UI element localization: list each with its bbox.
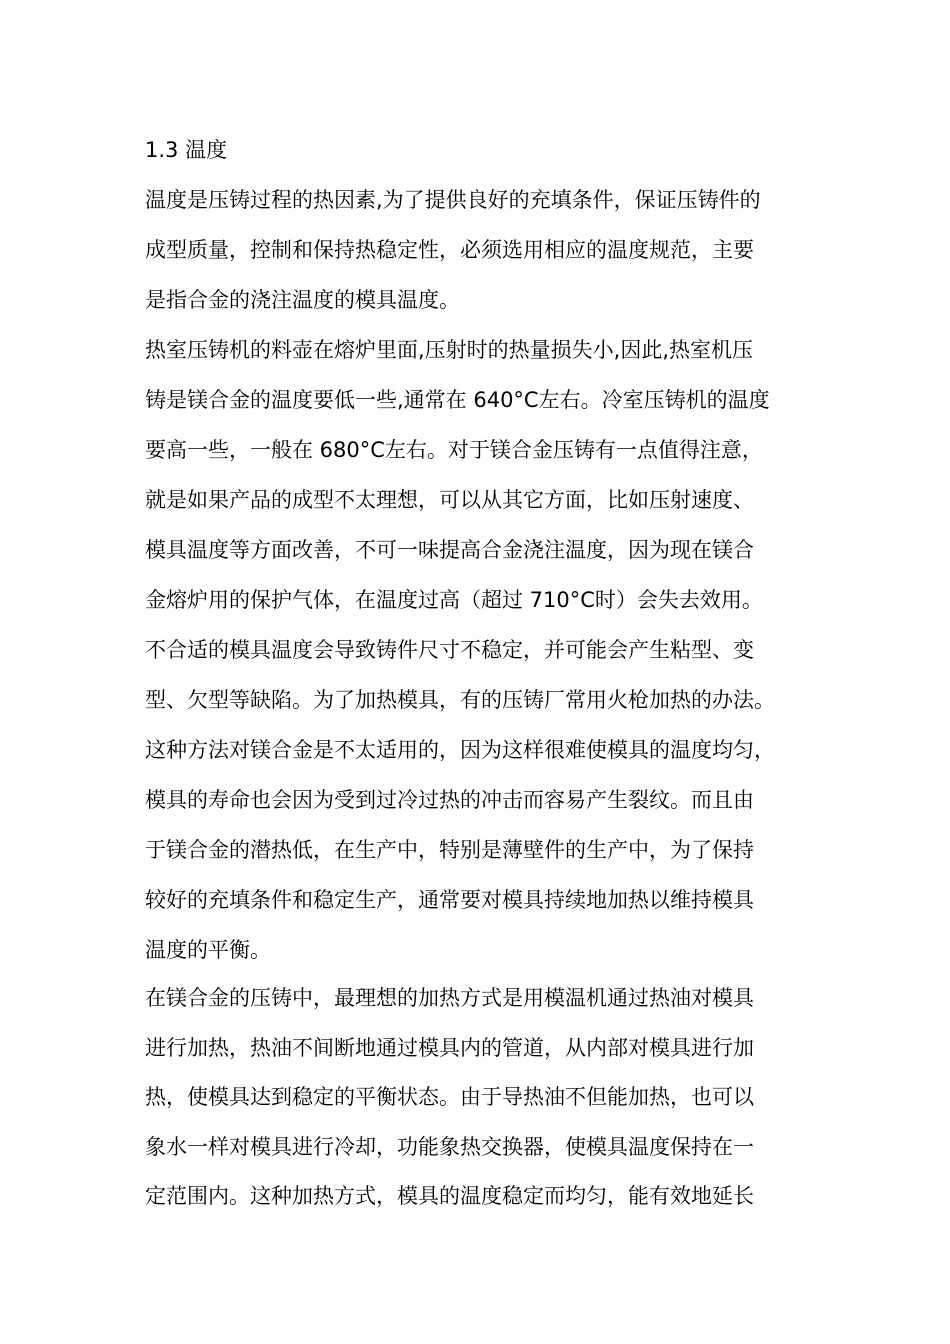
text-line: 模具的寿命也会因为受到过冷过热的冲击而容易产生裂纹。而且由 [145, 788, 754, 812]
text-line: 就是如果产品的成型不太理想，可以从其它方面，比如压射速度、 [145, 488, 754, 512]
text-line: 这种方法对镁合金是不太适用的，因为这样很难使模具的温度均匀， [145, 738, 775, 762]
text-line: 于镁合金的潜热低，在生产中，特别是薄壁件的生产中，为了保持 [145, 838, 754, 862]
text-line: 温度的平衡。 [145, 938, 271, 962]
text-line: 铸是镁合金的温度要低一些,通常在 640°C左右。冷室压铸机的温度 [145, 388, 770, 412]
text-line: 象水一样对模具进行冷却，功能象热交换器，使模具温度保持在一 [145, 1135, 754, 1159]
text-line: 在镁合金的压铸中，最理想的加热方式是用模温机通过热油对模具 [145, 986, 754, 1010]
text-line: 是指合金的浇注温度的模具温度。 [145, 288, 460, 312]
text-line: 温度是压铸过程的热因素,为了提供良好的充填条件，保证压铸件的 [145, 188, 761, 212]
text-line: 进行加热，热油不间断地通过模具内的管道，从内部对模具进行加 [145, 1036, 754, 1060]
text-line: 热，使模具达到稳定的平衡状态。由于导热油不但能加热，也可以 [145, 1085, 754, 1109]
text-line: 成型质量，控制和保持热稳定性，必须选用相应的温度规范，主要 [145, 238, 754, 262]
text-line: 定范围内。这种加热方式，模具的温度稳定而均匀，能有效地延长 [145, 1184, 754, 1208]
text-line: 金熔炉用的保护气体，在温度过高（超过 710°C时）会失去效用。 [145, 588, 763, 612]
text-line: 热室压铸机的料壶在熔炉里面,压射时的热量损失小,因此,热室机压 [145, 338, 754, 362]
text-line: 模具温度等方面改善，不可一味提高合金浇注温度，因为现在镁合 [145, 538, 754, 562]
text-line: 型、欠型等缺陷。为了加热模具，有的压铸厂常用火枪加热的办法。 [145, 688, 775, 712]
text-line: 较好的充填条件和稳定生产，通常要对模具持续地加热以维持模具 [145, 888, 754, 912]
section-heading: 1.3 温度 [145, 138, 228, 162]
text-line: 要高一些，一般在 680°C左右。对于镁合金压铸有一点值得注意， [145, 438, 763, 462]
text-line: 不合适的模具温度会导致铸件尺寸不稳定，并可能会产生粘型、变 [145, 638, 754, 662]
